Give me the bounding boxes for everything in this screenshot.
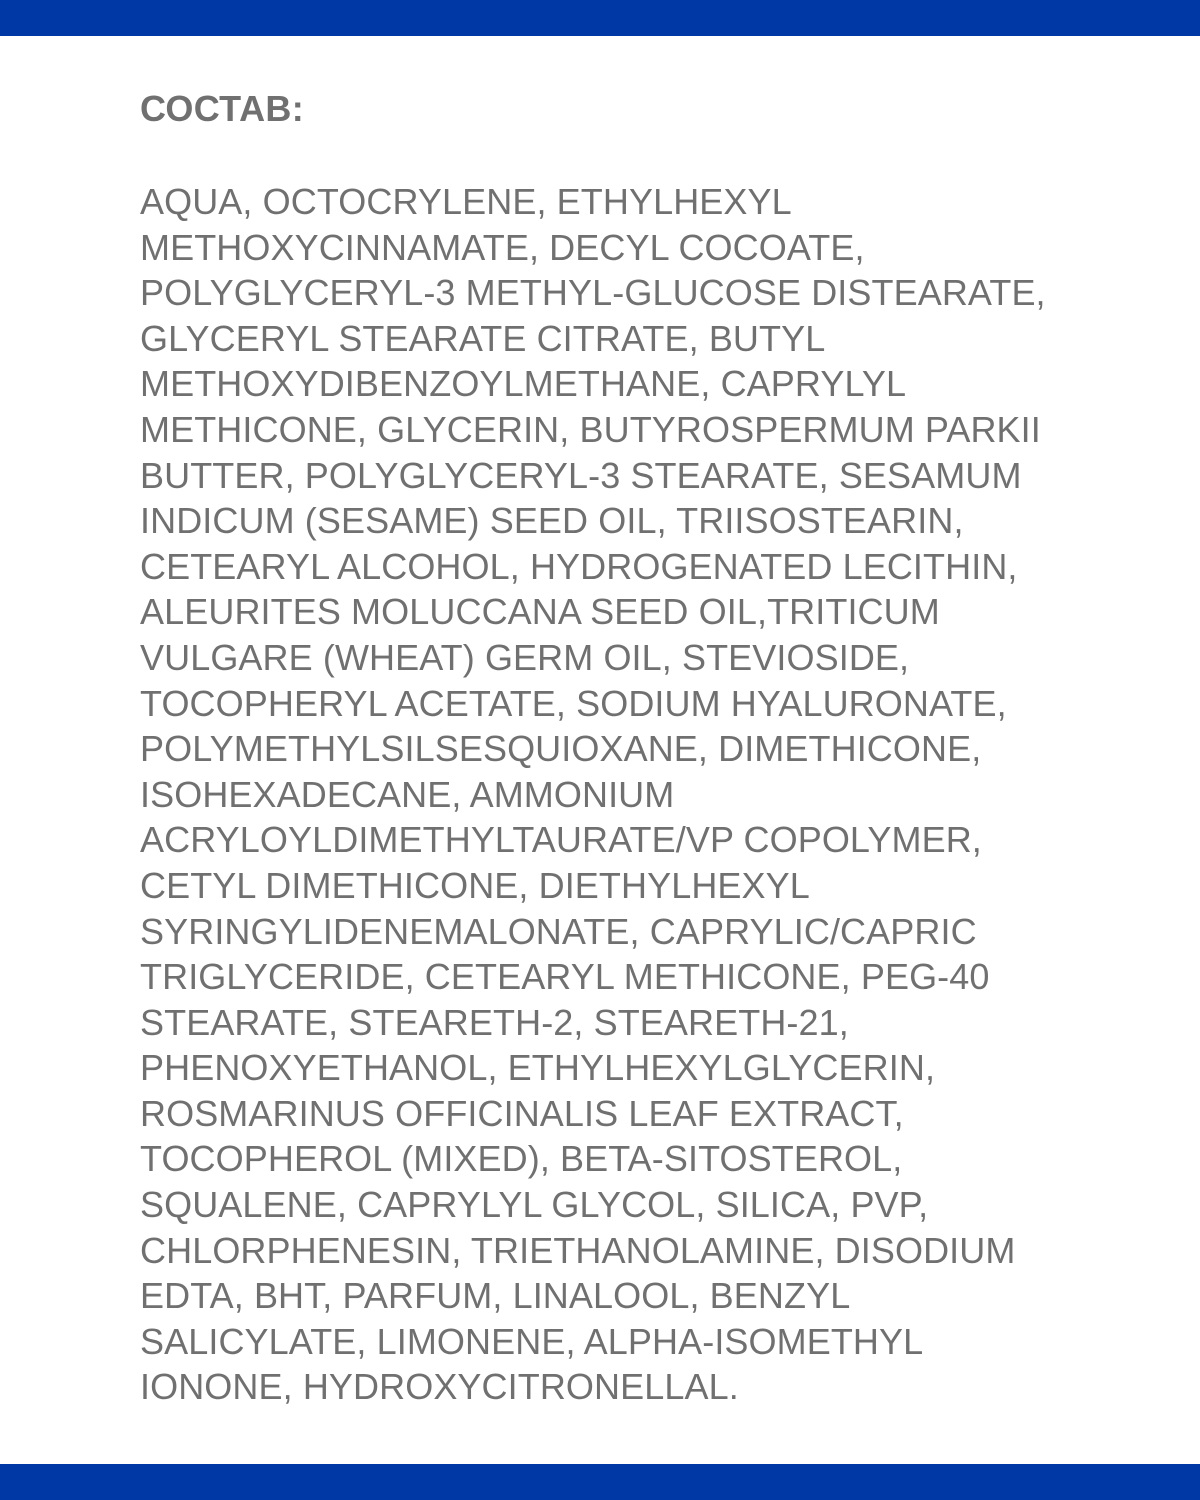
- ingredients-heading: СОСТАВ:: [140, 88, 305, 129]
- ingredients-line: POLYGLYCERYL-3 METHYL-GLUCOSE DISTEARATE,: [140, 272, 1046, 314]
- ingredients-line: SYRINGYLIDENEMALONATE, CAPRYLIC/CAPRIC: [140, 910, 977, 952]
- ingredients-text: [140, 179, 1060, 1410]
- ingredients-line: TOCOPHERYL ACETATE, SODIUM HYALURONATE,: [140, 682, 1007, 724]
- ingredients-line: ISOHEXADECANE, AMMONIUM: [140, 773, 675, 815]
- ingredients-line: IONONE, HYDROXYCITRONELLAL.: [140, 1366, 739, 1408]
- bottom-color-band: [0, 1464, 1200, 1500]
- ingredients-line: SQUALENE, CAPRYLYL GLYCOL, SILICA, PVP,: [140, 1184, 929, 1226]
- ingredients-line: METHOXYCINNAMATE, DECYL COCOATE,: [140, 226, 865, 268]
- top-color-band: [0, 0, 1200, 36]
- ingredients-line: METHICONE, GLYCERIN, BUTYROSPERMUM PARKII: [140, 408, 1041, 450]
- ingredients-line: CETEARYL ALCOHOL, HYDROGENATED LECITHIN,: [140, 545, 1018, 587]
- ingredients-line: CHLORPHENESIN, TRIETHANOLAMINE, DISODIUM: [140, 1229, 1016, 1271]
- ingredients-line: ALEURITES MOLUCCANA SEED OIL,TRITICUM: [140, 591, 940, 633]
- ingredients-line: CETYL DIMETHICONE, DIETHYLHEXYL: [140, 864, 810, 906]
- ingredients-line: AQUA, OCTOCRYLENE, ETHYLHEXYL: [140, 181, 792, 222]
- ingredients-line: VULGARE (WHEAT) GERM OIL, STEVIOSIDE,: [140, 636, 910, 678]
- ingredients-line: EDTA, BHT, PARFUM, LINALOOL, BENZYL: [140, 1275, 851, 1317]
- ingredients-line: SALICYLATE, LIMONENE, ALPHA-ISOMETHYL: [140, 1320, 924, 1362]
- ingredients-line: STEARATE, STEARETH-2, STEARETH-21,: [140, 1001, 849, 1043]
- ingredients-line: METHOXYDIBENZOYLMETHANE, CAPRYLYL: [140, 363, 907, 405]
- ingredients-line: PHENOXYETHANOL, ETHYLHEXYLGLYCERIN,: [140, 1047, 936, 1089]
- ingredients-panel: [140, 86, 1060, 1410]
- ingredients-line: ACRYLOYLDIMETHYLTAURATE/VP COPOLYMER,: [140, 819, 982, 861]
- ingredients-line: GLYCERYL STEARATE CITRATE, BUTYL: [140, 317, 826, 359]
- ingredients-line: BUTTER, POLYGLYCERYL-3 STEARATE, SESAMUM: [140, 454, 1022, 496]
- ingredients-line: TOCOPHEROL (MIXED), BETA-SITOSTEROL,: [140, 1138, 903, 1180]
- ingredients-line: ROSMARINUS OFFICINALIS LEAF EXTRACT,: [140, 1092, 904, 1134]
- ingredients-line: INDICUM (SESAME) SEED OIL, TRIISOSTEARIN,: [140, 500, 964, 542]
- ingredients-line: TRIGLYCERIDE, CETEARYL METHICONE, PEG-40: [140, 956, 990, 998]
- ingredients-line: POLYMETHYLSILSESQUIOXANE, DIMETHICONE,: [140, 728, 982, 770]
